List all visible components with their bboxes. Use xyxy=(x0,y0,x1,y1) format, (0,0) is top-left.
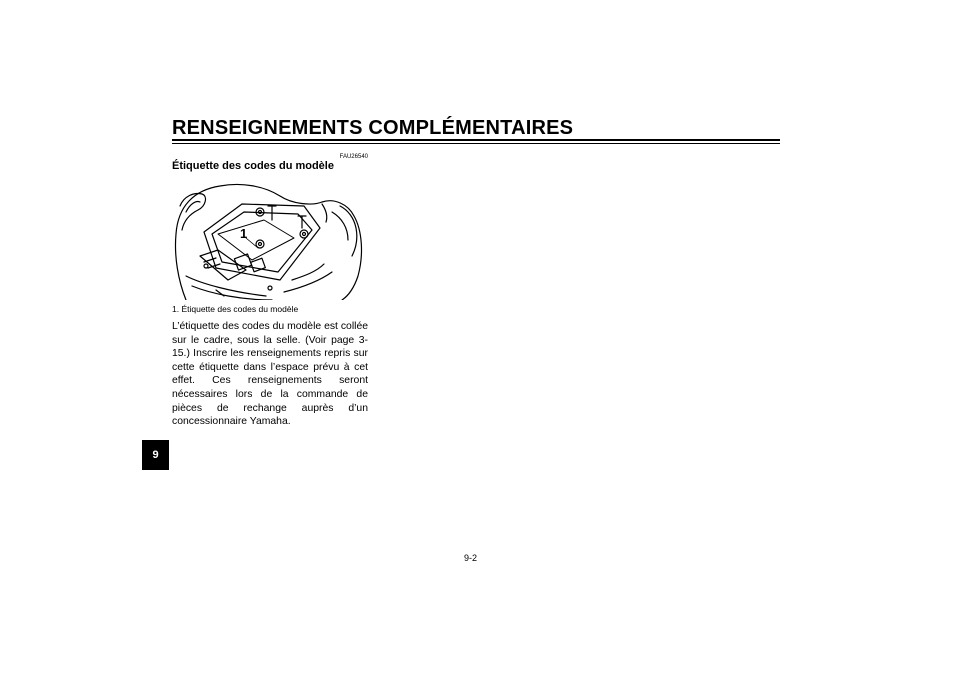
under-seat-drawing xyxy=(172,176,368,300)
chapter-tab[interactable]: 9 xyxy=(142,440,169,470)
reference-code: FAU26540 xyxy=(339,154,368,160)
section-heading: Étiquette des codes du modèle xyxy=(172,160,334,172)
header-rule-thin xyxy=(172,143,780,144)
page-number: 9-2 xyxy=(464,553,478,563)
page-title: RENSEIGNEMENTS COMPLÉMENTAIRES xyxy=(172,117,574,139)
figure-caption: 1. Étiquette des codes du modèle xyxy=(172,304,299,314)
model-label-illustration xyxy=(172,176,368,300)
callout-number: 1 xyxy=(240,226,248,241)
body-paragraph: L’étiquette des codes du modèle est collée sur le cadre, sous la selle. (Voir page 3-15.) Inscrire les renseignements repris sur cette étiquette dans l’espace prévu à cet effet. Ces renseignements seront nécessaires lors de la commande de pièces de rechange auprès d’un concessionnaire Yamaha. xyxy=(172,321,368,428)
header-rule-thick xyxy=(172,139,780,141)
